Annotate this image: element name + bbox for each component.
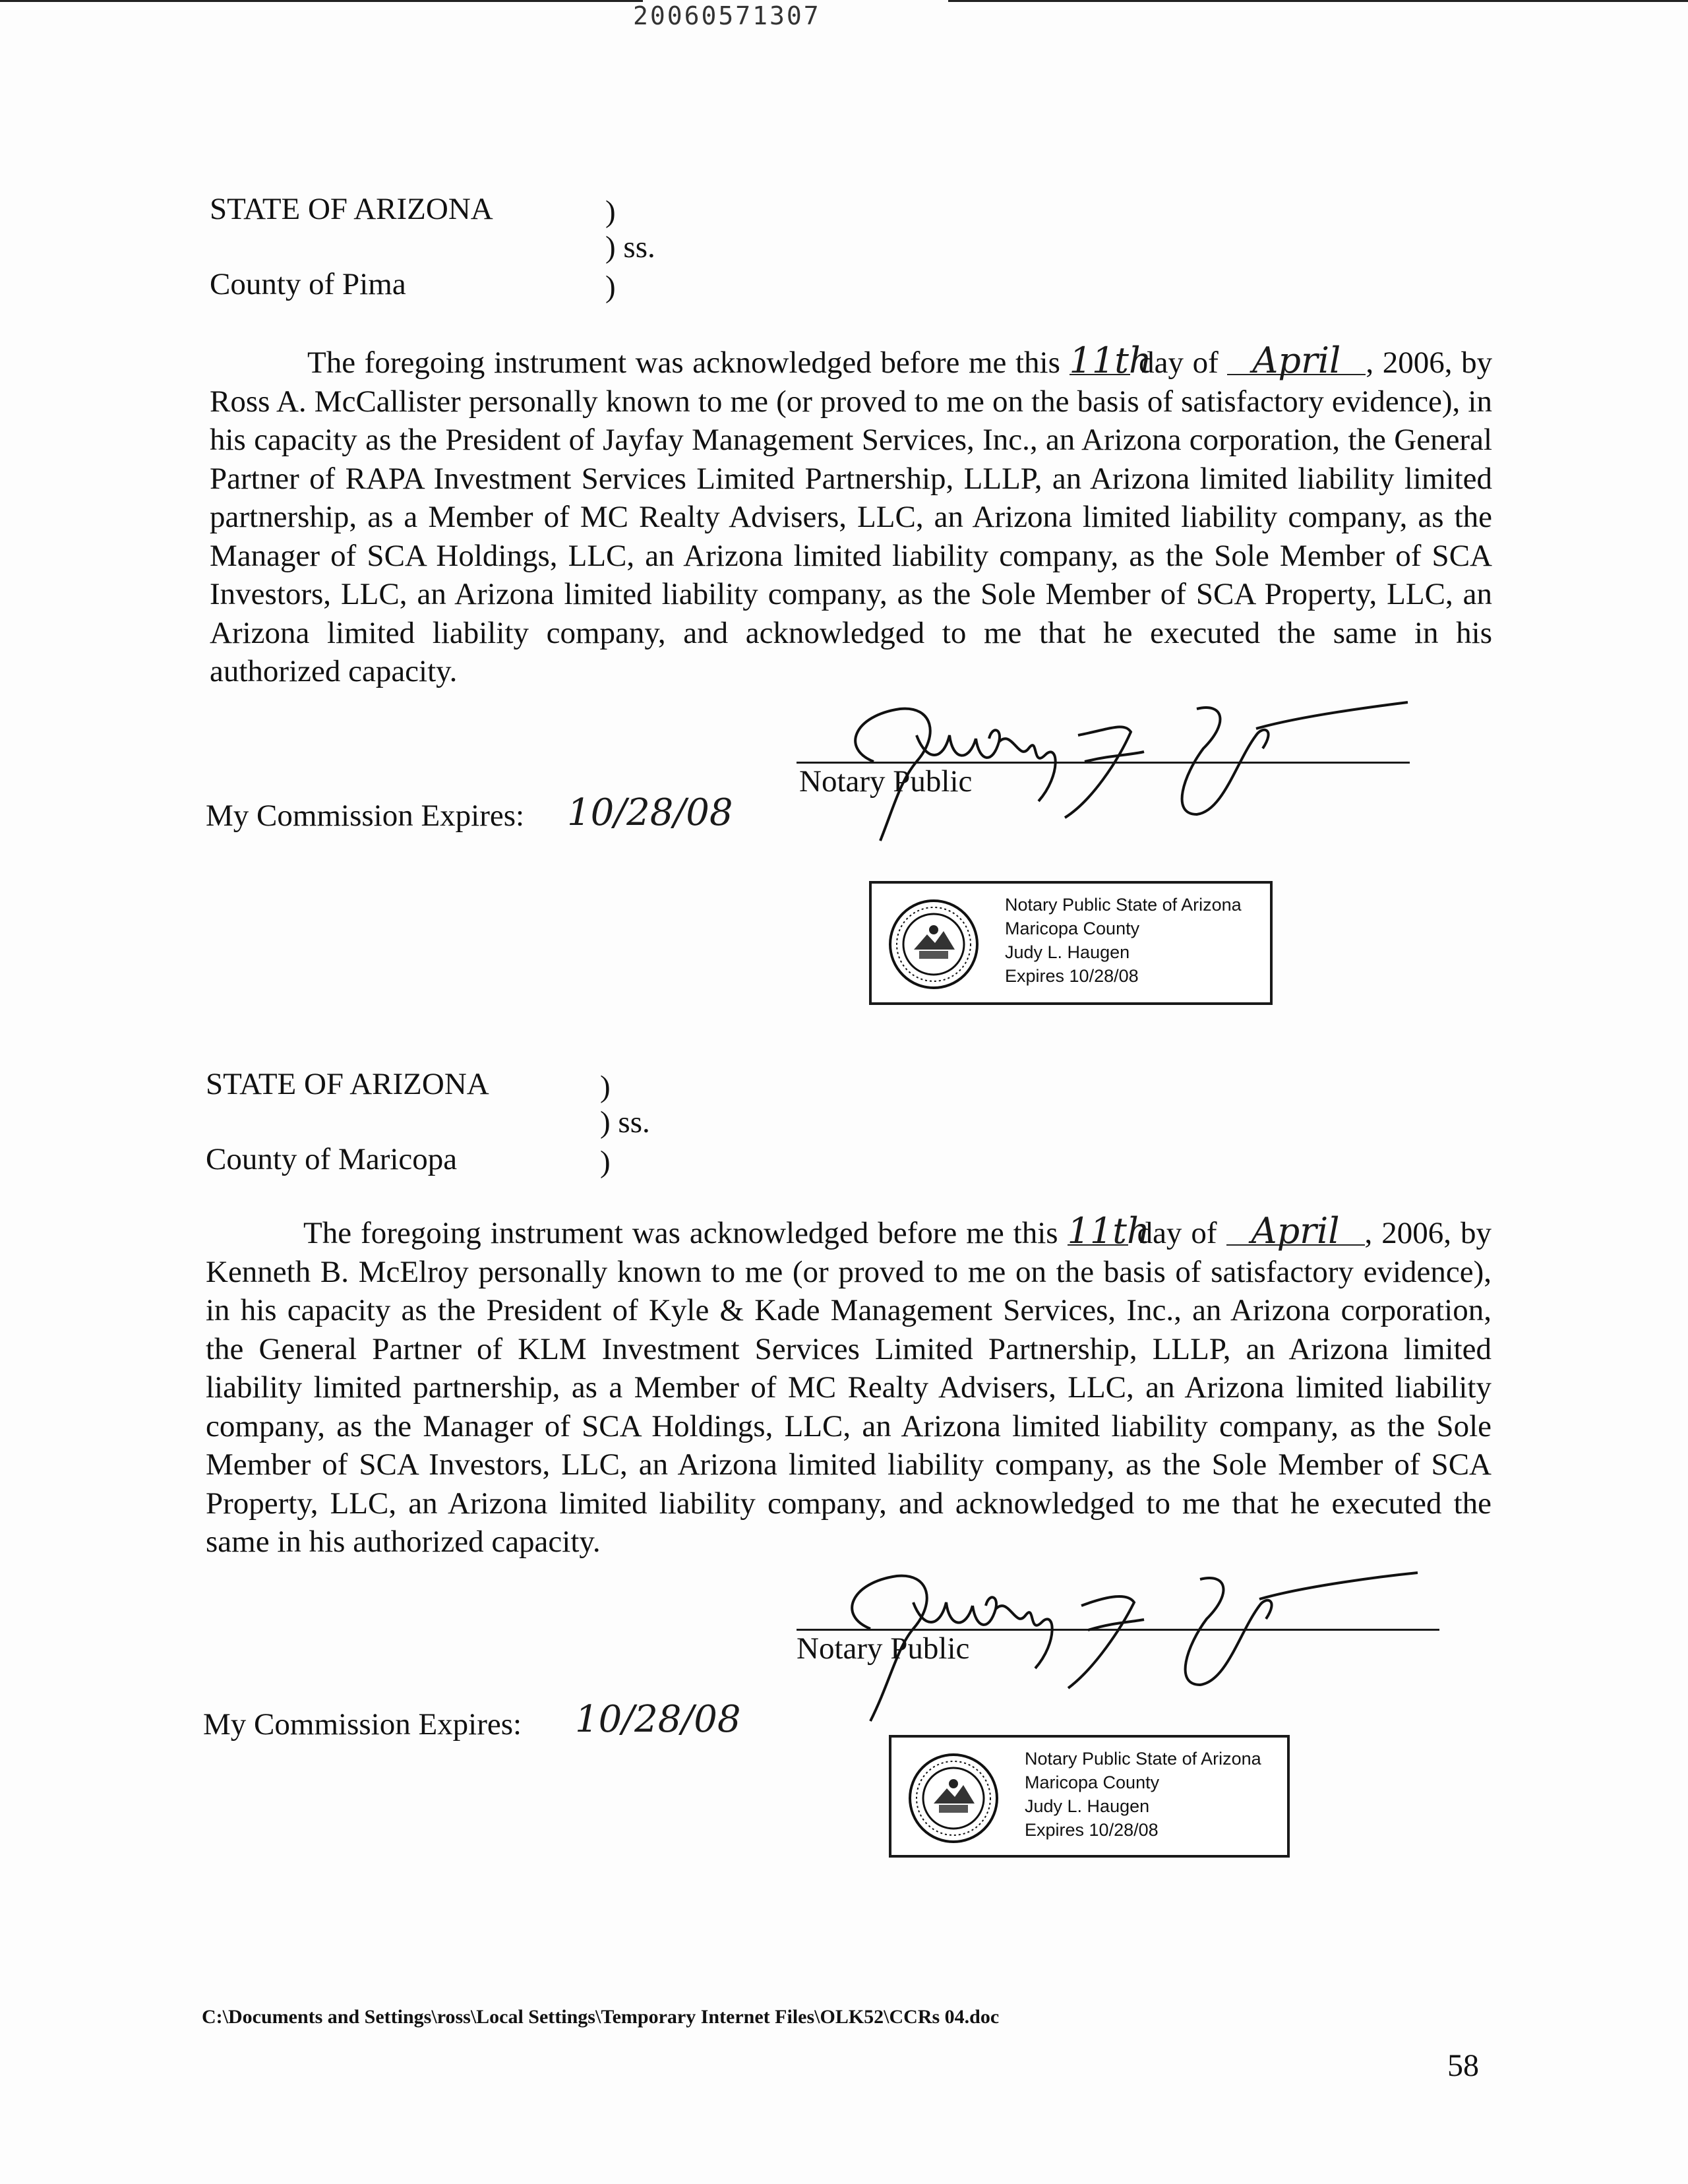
comma: ,	[1364, 1216, 1373, 1250]
day-handwritten: 11th	[1069, 340, 1152, 381]
top-edge-rule	[0, 0, 643, 2]
commission-expires-label: My Commission Expires:	[203, 1707, 522, 1742]
notary-public-label: Notary Public	[797, 1631, 970, 1666]
stamp-text	[1005, 893, 1242, 988]
notary-stamp	[869, 881, 1273, 1005]
stamp-line-4: Expires 10/28/08	[1025, 1820, 1159, 1840]
commission-expires-handwritten: 10/28/08	[567, 791, 733, 834]
commission-expires-label: My Commission Expires:	[206, 799, 525, 833]
stamp-line-2: Maricopa County	[1005, 919, 1140, 938]
acknowledgment-lead: The foregoing instrument was acknowledged before me this	[303, 1216, 1058, 1250]
venue-state: STATE OF ARIZONA	[206, 1067, 489, 1101]
state-seal-icon	[907, 1752, 1000, 1844]
day-of-label: day of	[1137, 1216, 1217, 1250]
recording-number: 20060571307	[633, 1, 821, 30]
acknowledgment-paragraph-1	[210, 340, 1493, 691]
month-handwritten: April	[1226, 1218, 1365, 1246]
venue-ss: ) ss.	[605, 230, 655, 264]
stamp-line-4: Expires 10/28/08	[1005, 966, 1139, 986]
acknowledgment-body: 2006, by Kenneth B. McElroy personally known to me (or proved to me on the basis of satisfactory evidence), in his capacity as the President of Kyle & Kade Management Services, Inc., an Arizona corporation, the General Partner of KLM Investment Services Limited Partnership, LLLP, an Arizona limited liability limited partnership, as a Member of MC Realty Advisers, LLC, an Arizona limited liability company, as the Manager of SCA Holdings, LLC, an Arizona limited liability company, as the Sole Member of SCA Investors, LLC, an Arizona limited liability company, as the Sole Member of SCA Property, LLC, an Arizona limited liability company, and acknowledged to me that he executed the same in his authorized capacity.	[206, 1216, 1492, 1559]
venue-paren-close: )	[600, 1145, 611, 1179]
month-handwritten: April	[1227, 348, 1366, 375]
footer-file-path: C:\Documents and Settings\ross\Local Settings\Temporary Internet Files\OLK52\CCRs 04.doc	[202, 2006, 1000, 2028]
page-number: 58	[1447, 2048, 1479, 2083]
comma: ,	[1366, 346, 1374, 380]
stamp-line-1: Notary Public State of Arizona	[1005, 895, 1242, 915]
top-edge-rule-right	[948, 0, 1688, 2]
stamp-line-3: Judy L. Haugen	[1025, 1796, 1150, 1816]
state-seal-icon	[888, 898, 980, 990]
notary-signature	[801, 689, 1414, 851]
notary-signature	[798, 1556, 1424, 1734]
acknowledgment-lead: The foregoing instrument was acknowledged before me this	[307, 346, 1060, 380]
stamp-line-2: Maricopa County	[1025, 1773, 1160, 1792]
stamp-text	[1025, 1747, 1261, 1842]
day-handwritten: 11th	[1067, 1210, 1150, 1252]
acknowledgment-paragraph-2	[206, 1210, 1492, 1562]
venue-county: County of Maricopa	[206, 1142, 458, 1176]
stamp-line-1: Notary Public State of Arizona	[1025, 1749, 1261, 1769]
stamp-line-3: Judy L. Haugen	[1005, 942, 1130, 962]
commission-expires-handwritten: 10/28/08	[575, 1698, 741, 1741]
notary-stamp	[889, 1735, 1290, 1858]
venue-ss: ) ss.	[600, 1105, 650, 1139]
venue-paren-open: )	[600, 1070, 611, 1104]
day-of-label: day of	[1139, 346, 1219, 380]
venue-paren-close: )	[605, 270, 616, 304]
venue-state: STATE OF ARIZONA	[210, 192, 493, 226]
acknowledgment-body: 2006, by Ross A. McCallister personally known to me (or proved to me on the basis of satisfactory evidence), in his capacity as the President of Jayfay Management Services, Inc., an Arizona corporation, the General Partner of RAPA Investment Services Limited Partnership, LLLP, an Arizona limited liability limited partnership, as a Member of MC Realty Advisers, LLC, an Arizona limited liability company, as the Manager of SCA Holdings, LLC, an Arizona limited liability company, as the Sole Member of SCA Investors, LLC, an Arizona limited liability company, as the Sole Member of SCA Property, LLC, an Arizona limited liability company, and acknowledged to me that he executed the same in his authorized capacity.	[210, 346, 1493, 688]
notary-public-label: Notary Public	[799, 764, 973, 799]
venue-paren-open: )	[605, 195, 616, 229]
venue-county: County of Pima	[210, 267, 406, 301]
